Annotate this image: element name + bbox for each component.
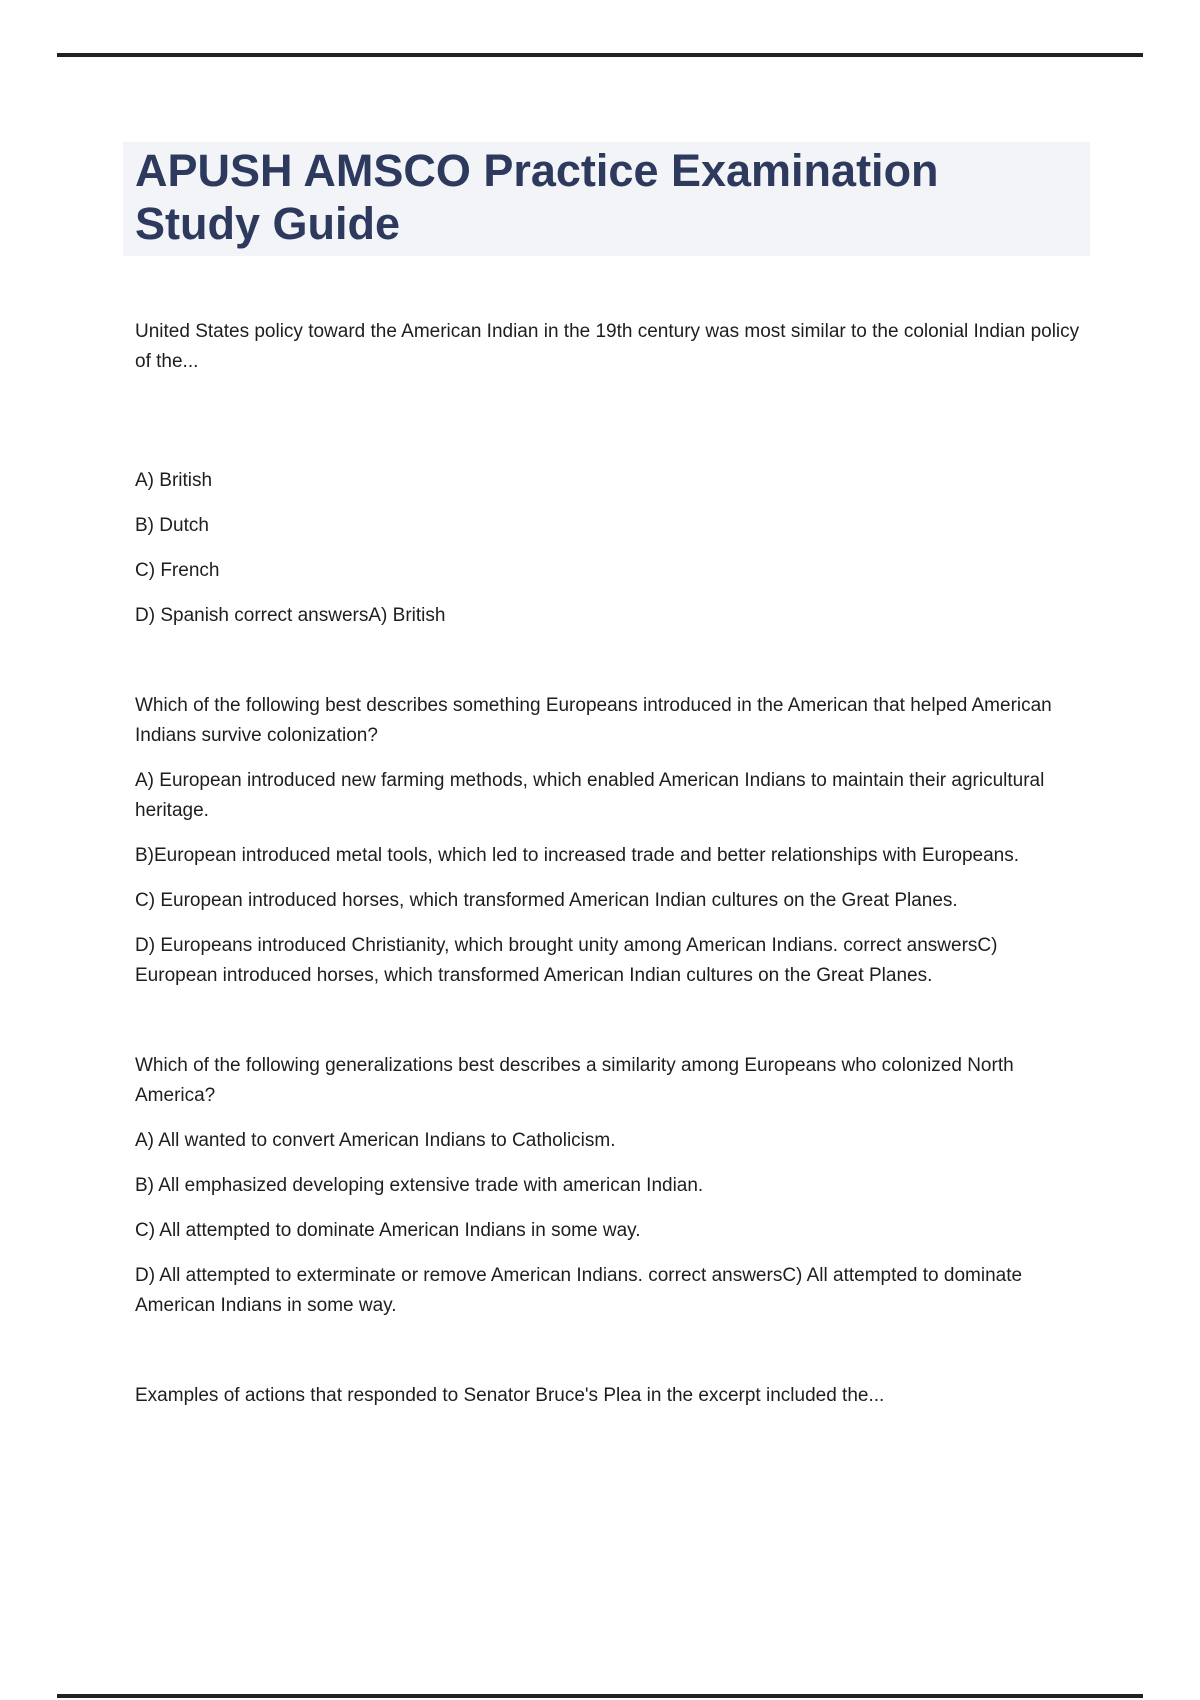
question-3-option-a: A) All wanted to convert American Indians to Catholicism. [135, 1130, 616, 1151]
question-1-option-a: A) British [135, 470, 213, 491]
top-divider [57, 53, 1143, 57]
question-1-option-c: C) French [135, 560, 220, 581]
question-2-option-a: A) European introduced new farming methods, which enabled American Indians to maintain their agricultural heritage. [135, 770, 1045, 821]
page-title-line1: APUSH AMSCO Practice Examination [135, 145, 939, 196]
question-2-option-b: B)European introduced metal tools, which led to increased trade and better relationships with Europeans. [135, 845, 1020, 866]
question-3-text: Which of the following generalizations best describes a similarity among Europeans who colonized North America? [135, 1055, 1014, 1106]
question-1-option-b: B) Dutch [135, 515, 209, 536]
bottom-divider [57, 1694, 1143, 1698]
question-2-option-d: D) Europeans introduced Christianity, which brought unity among American Indians. correct answersC) European introduced horses, which transformed American Indian cultures on the Great Planes. [135, 935, 998, 986]
page-title [123, 142, 1090, 256]
question-2-option-c: C) European introduced horses, which transformed American Indian cultures on the Great Planes. [135, 890, 958, 911]
question-3-option-b: B) All emphasized developing extensive trade with american Indian. [135, 1175, 704, 1196]
question-4-text: Examples of actions that responded to Senator Bruce's Plea in the excerpt included the... [135, 1385, 885, 1406]
page-title-line2: Study Guide [135, 198, 401, 249]
question-3-option-c: C) All attempted to dominate American Indians in some way. [135, 1220, 641, 1241]
question-3-option-d: D) All attempted to exterminate or remove American Indians. correct answersC) All attempted to dominate American Indians in some way. [135, 1265, 1023, 1316]
question-1-text: United States policy toward the American Indian in the 19th century was most similar to the colonial Indian policy of the... [135, 321, 1080, 372]
question-2-text: Which of the following best describes something Europeans introduced in the American that helped American Indians survive colonization? [135, 695, 1052, 746]
question-1-option-d: D) Spanish correct answersA) British [135, 605, 446, 626]
